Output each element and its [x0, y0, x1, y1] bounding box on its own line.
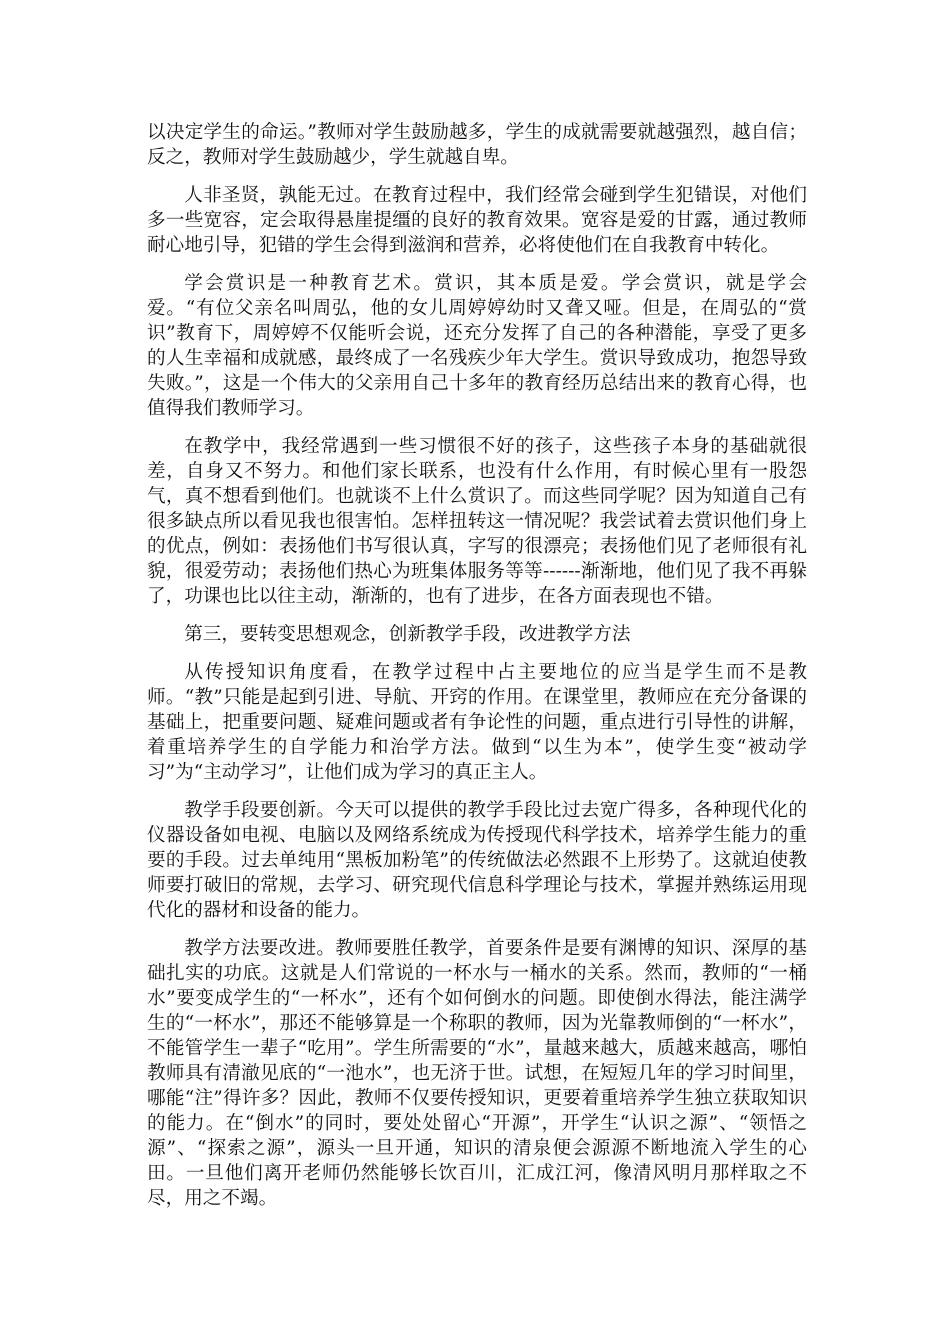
paragraph-teaching-methods: 教学方法要改进。教师要胜任教学，首要条件是要有渊博的知识、深厚的基础扎实的功底。这就是人们常说的一杯水与一桶水的关系。然而，教师的“一桶水”要变成学生的“一杯水”，还有个如何倒水的问题。即使倒水得法，能注满学生的“一杯水”，那还不能够算是一个称职的教师，因为光靠教师倒的“一杯水”，不能管学生一辈子“吃用”。学生所需要的“水”，量越来越大，质越来越高，哪怕教师具有清澈见底的“一池水”，也无济于世。试想，在短短几年的学习时间里，哪能“注”得许多？因此，教师不仅要传授知识，更要着重培养学生独立获取知识的能力。在“倒水”的同时，要处处留心“开源”，开学生“认识之源”、“领悟之源”、“探索之源”，源头一旦开通，知识的清泉便会源源不断地流入学生的心田。一旦他们离开老师仍然能够长饮百川，汇成江河，像清风明月那样取之不尽，用之不竭。 [147, 938, 807, 1209]
paragraph-teaching-experience: 在教学中，我经常遇到一些习惯很不好的孩子，这些孩子本身的基础就很差，自身又不努力。和他们家长联系，也没有什么作用，有时候心里有一股怨气，真不想看到他们。也就谈不上什么赏识了。而这些同学呢？因为知道自己有很多缺点所以看见我也很害怕。怎样扭转这一情况呢？我尝试着去赏识他们身上的优点，例如：表扬他们书写很认真，字写的很漂亮；表扬他们见了老师很有礼貌，很爱劳动；表扬他们热心为班集体服务等等------渐渐地，他们见了我不再躲了，功课也比以往主动，渐渐的，也有了进步，在各方面表现也不错。 [147, 436, 807, 607]
paragraph-tolerance: 人非圣贤，孰能无过。在教育过程中，我们经常会碰到学生犯错误，对他们多一些宽容，定会取得悬崖提缰的良好的教育效果。宽容是爱的甘露，通过教师耐心地引导，犯错的学生会得到滋润和营养，必将使他们在自我教育中转化。 [147, 185, 807, 256]
paragraph-appreciation-art: 学会赏识是一种教育艺术。赏识，其本质是爱。学会赏识，就是学会爱。“有位父亲名叫周弘，他的女儿周婷婷幼时又聋又哑。但是，在周弘的“赏识”教育下，周婷婷不仅能听会说，还充分发挥了自己的各种潜能，享受了更多的人生幸福和成就感，最终成了一名残疾少年大学生。赏识导致成功，抱怨导致失败。”，这是一个伟大的父亲用自己十多年的教育经历总结出来的教育心得，也值得我们教师学习。 [147, 273, 807, 419]
document-page [147, 120, 807, 1224]
paragraph-encouragement-conclusion: 以决定学生的命运。”教师对学生鼓励越多，学生的成就需要就越强烈，越自信；反之，教师对学生鼓励越少，学生就越自卑。 [147, 122, 807, 168]
section-heading-third-point: 第三，要转变思想观念，创新教学手段，改进教学方法 [184, 624, 631, 645]
paragraph-student-centered: 从传授知识角度看，在教学过程中占主要地位的应当是学生而不是教师。“教”只能是起到引进、导航、开窍的作用。在课堂里，教师应在充分备课的基础上，把重要问题、疑难问题或者有争论性的问题，重点进行引导性的讲解，着重培养学生的自学能力和治学方法。做到“以生为本”，使学生变“被动学习”为“主动学习”，让他们成为学习的真正主人。 [147, 662, 807, 783]
paragraph-teaching-tools: 教学手段要创新。今天可以提供的教学手段比过去宽广得多，各种现代化的仪器设备如电视、电脑以及网络系统成为传授现代科学技术，培养学生能力的重要的手段。过去单纯用“黑板加粉笔”的传统做法必然跟不上形势了。这就迫使教师要打破旧的常规，去学习、研究现代信息科学理论与技术，掌握并熟练运用现代化的器材和设备的能力。 [147, 800, 807, 921]
